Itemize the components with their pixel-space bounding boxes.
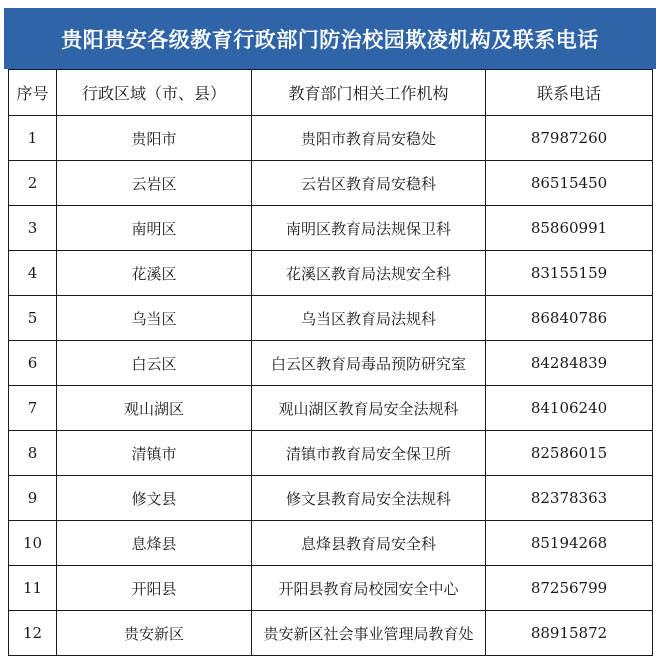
cell-phone-number: 83155159 <box>486 251 653 296</box>
cell-serial-number: 7 <box>9 386 57 431</box>
table-header-row <box>9 70 653 116</box>
document-title-banner <box>4 8 656 69</box>
table-row <box>9 521 653 566</box>
table-row <box>9 206 653 251</box>
cell-administrative-area: 乌当区 <box>57 296 252 341</box>
cell-administrative-area: 修文县 <box>57 476 252 521</box>
cell-administrative-area: 白云区 <box>57 341 252 386</box>
table-row <box>9 476 653 521</box>
cell-education-office: 清镇市教育局安全保卫所 <box>252 431 486 476</box>
table-row <box>9 611 653 656</box>
header-phone-number: 联系电话 <box>486 70 653 116</box>
cell-administrative-area: 观山湖区 <box>57 386 252 431</box>
cell-administrative-area: 南明区 <box>57 206 252 251</box>
cell-serial-number: 3 <box>9 206 57 251</box>
cell-serial-number: 4 <box>9 251 57 296</box>
cell-phone-number: 87256799 <box>486 566 653 611</box>
cell-administrative-area: 息烽县 <box>57 521 252 566</box>
cell-administrative-area: 清镇市 <box>57 431 252 476</box>
cell-phone-number: 85194268 <box>486 521 653 566</box>
cell-serial-number: 8 <box>9 431 57 476</box>
cell-phone-number: 84284839 <box>486 341 653 386</box>
cell-phone-number: 88915872 <box>486 611 653 656</box>
cell-serial-number: 1 <box>9 116 57 161</box>
cell-education-office: 贵阳市教育局安稳处 <box>252 116 486 161</box>
cell-serial-number: 10 <box>9 521 57 566</box>
table-row <box>9 341 653 386</box>
cell-administrative-area: 花溪区 <box>57 251 252 296</box>
cell-serial-number: 2 <box>9 161 57 206</box>
cell-phone-number: 86515450 <box>486 161 653 206</box>
cell-phone-number: 87987260 <box>486 116 653 161</box>
cell-education-office: 南明区教育局法规保卫科 <box>252 206 486 251</box>
header-administrative-area: 行政区域（市、县） <box>57 70 252 116</box>
cell-administrative-area: 贵安新区 <box>57 611 252 656</box>
table-row <box>9 386 653 431</box>
table-row <box>9 296 653 341</box>
cell-phone-number: 82378363 <box>486 476 653 521</box>
cell-education-office: 观山湖区教育局安全法规科 <box>252 386 486 431</box>
cell-serial-number: 9 <box>9 476 57 521</box>
table-row <box>9 116 653 161</box>
cell-education-office: 贵安新区社会事业管理局教育处 <box>252 611 486 656</box>
header-education-office: 教育部门相关工作机构 <box>252 70 486 116</box>
cell-phone-number: 84106240 <box>486 386 653 431</box>
cell-education-office: 乌当区教育局法规科 <box>252 296 486 341</box>
cell-education-office: 息烽县教育局安全科 <box>252 521 486 566</box>
cell-serial-number: 12 <box>9 611 57 656</box>
cell-phone-number: 86840786 <box>486 296 653 341</box>
document-title: 贵阳贵安各级教育行政部门防治校园欺凌机构及联系电话 <box>61 27 599 52</box>
cell-administrative-area: 贵阳市 <box>57 116 252 161</box>
cell-education-office: 开阳县教育局校园安全中心 <box>252 566 486 611</box>
cell-education-office: 修文县教育局安全法规科 <box>252 476 486 521</box>
cell-administrative-area: 开阳县 <box>57 566 252 611</box>
table-row <box>9 431 653 476</box>
cell-phone-number: 82586015 <box>486 431 653 476</box>
header-serial-number: 序号 <box>9 70 57 116</box>
table-row <box>9 566 653 611</box>
table-row <box>9 161 653 206</box>
cell-serial-number: 6 <box>9 341 57 386</box>
cell-phone-number: 85860991 <box>486 206 653 251</box>
cell-administrative-area: 云岩区 <box>57 161 252 206</box>
cell-serial-number: 11 <box>9 566 57 611</box>
cell-serial-number: 5 <box>9 296 57 341</box>
cell-education-office: 白云区教育局毒品预防研究室 <box>252 341 486 386</box>
cell-education-office: 云岩区教育局安稳科 <box>252 161 486 206</box>
contact-directory-table <box>8 69 653 656</box>
table-body <box>9 116 653 656</box>
table-row <box>9 251 653 296</box>
cell-education-office: 花溪区教育局法规安全科 <box>252 251 486 296</box>
